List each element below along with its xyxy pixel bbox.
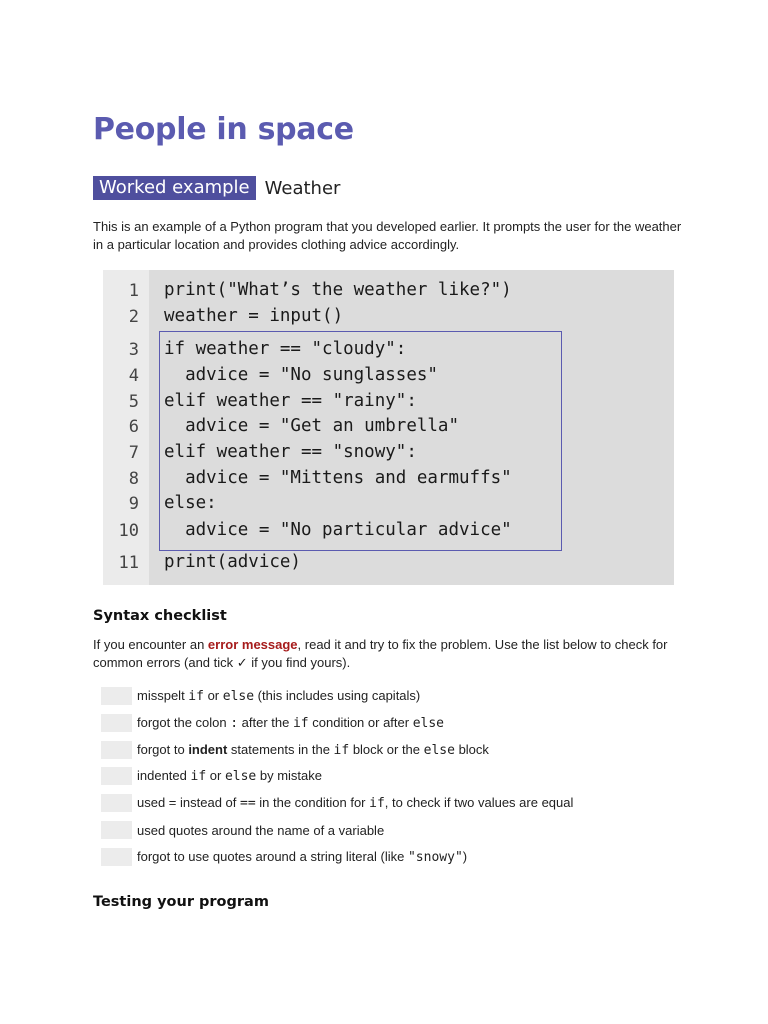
code-line: advice = "Get an umbrella" [164, 416, 460, 436]
code-line: advice = "No particular advice" [164, 520, 512, 540]
intro-paragraph: This is an example of a Python program that you developed earlier. It prompts the user for the weather in a particular location and provides clothing advice accordingly. [93, 219, 682, 252]
checklist-item [101, 847, 467, 867]
page-title: People in space [93, 112, 354, 147]
code-line: print(advice) [164, 552, 301, 572]
code-highlight-box [159, 331, 562, 551]
testing-heading: Testing your program [93, 894, 269, 910]
worked-example-badge: Worked example [93, 176, 256, 200]
error-message-term: error message [207, 637, 298, 652]
code-line: advice = "Mittens and earmuffs" [164, 468, 512, 488]
checklist-item-text: forgot to indent statements in the if block or the else block [137, 742, 489, 758]
checkbox[interactable] [101, 821, 132, 839]
code-line: print("What’s the weather like?") [164, 280, 512, 300]
line-number: 6 [128, 417, 139, 437]
checklist-item-text: used quotes around the name of a variable [137, 822, 385, 838]
code-block [103, 270, 674, 585]
line-number: 7 [128, 443, 139, 463]
checkbox[interactable] [101, 848, 132, 866]
checklist-intro-text: , read it and try to fix the problem. Use the list below to check for common errors (and tick ✓ if you find yours). [93, 637, 668, 670]
subtitle-row [93, 176, 340, 200]
checklist-item [101, 766, 322, 786]
line-number: 4 [128, 366, 139, 386]
checkbox[interactable] [101, 794, 132, 812]
line-number: 9 [128, 494, 139, 514]
checklist-item [101, 740, 489, 760]
line-number: 10 [118, 521, 139, 541]
checklist-item [101, 820, 384, 840]
checklist-item [101, 793, 573, 813]
code-line: elif weather == "snowy": [164, 442, 417, 462]
line-number: 5 [128, 392, 139, 412]
code-line: weather = input() [164, 306, 344, 326]
line-number: 8 [128, 469, 139, 489]
checklist-item [101, 686, 420, 706]
checklist-intro [93, 636, 683, 672]
code-line: elif weather == "rainy": [164, 391, 417, 411]
code-line: if weather == "cloudy": [164, 339, 407, 359]
checklist-item-text: forgot the colon : after the if condition or after else [137, 715, 445, 731]
checklist-item [101, 713, 444, 733]
subtitle: Weather [264, 177, 341, 199]
code-line: else: [164, 493, 217, 513]
checklist-item-text: used = instead of == in the condition for if, to check if two values are equal [137, 795, 574, 811]
checklist-item-text: misspelt if or else (this includes using capitals) [137, 688, 421, 704]
checkbox[interactable] [101, 741, 132, 759]
checklist-intro-text: If you encounter an [93, 637, 208, 652]
checklist-item-text: indented if or else by mistake [137, 768, 323, 784]
checkbox[interactable] [101, 767, 132, 785]
checkbox[interactable] [101, 687, 132, 705]
checklist-item-text: forgot to use quotes around a string literal (like "snowy") [137, 849, 468, 865]
checkbox[interactable] [101, 714, 132, 732]
line-number: 2 [128, 307, 139, 327]
syntax-checklist-heading: Syntax checklist [93, 608, 227, 624]
line-number: 3 [128, 340, 139, 360]
line-number: 11 [118, 553, 139, 573]
code-line: advice = "No sunglasses" [164, 365, 438, 385]
line-number: 1 [128, 281, 139, 301]
line-number-gutter [103, 270, 149, 585]
